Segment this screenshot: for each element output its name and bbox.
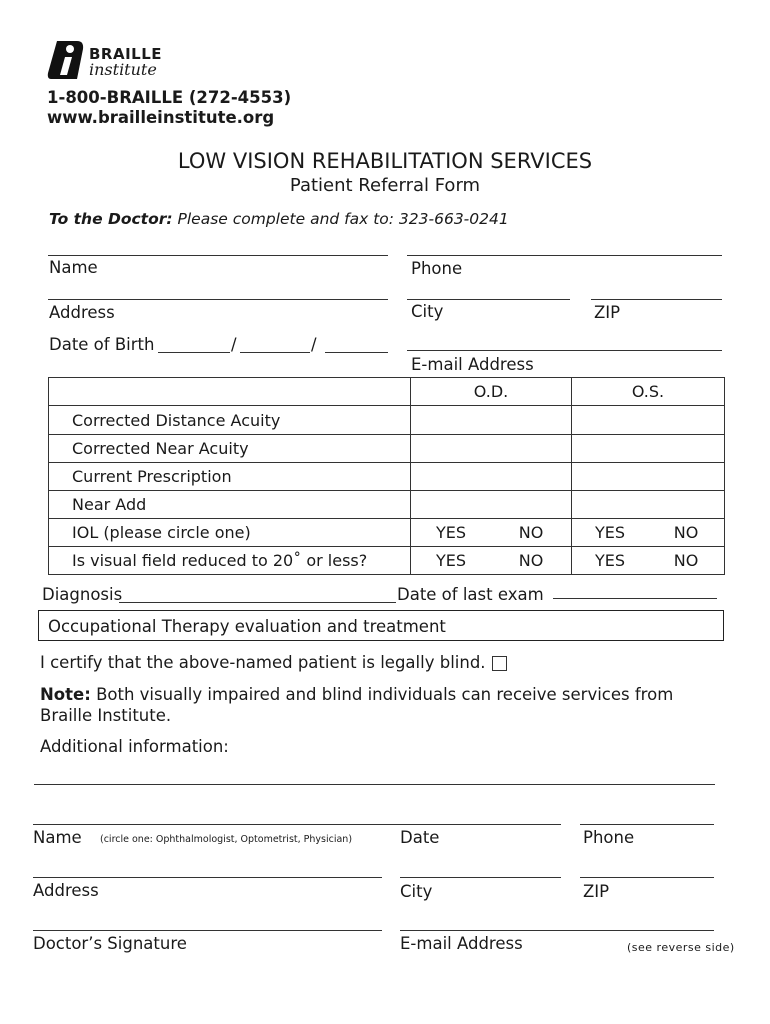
dob-slash-1: / [231, 335, 237, 354]
note-text-2: Braille Institute. [40, 706, 172, 725]
form-subtitle: Patient Referral Form [289, 175, 481, 196]
os-field-yes[interactable]: YES [572, 547, 649, 575]
os-prescription-cell[interactable] [572, 463, 725, 491]
braille-institute-logo [47, 39, 87, 81]
name-field[interactable] [48, 255, 388, 256]
instruction-lead: To the Doctor: [49, 210, 173, 228]
additional-label: Additional information: [40, 737, 229, 756]
last-exam-label: Date of last exam [397, 585, 544, 604]
dob-label: Date of Birth [49, 335, 155, 354]
doctor-email-label: E-mail Address [400, 934, 523, 953]
od-field-no[interactable]: NO [491, 547, 572, 575]
zip-field[interactable] [591, 299, 722, 300]
doctor-name-label: Name [33, 828, 82, 847]
certify-checkbox[interactable] [492, 656, 507, 671]
note-text-1: Both visually impaired and blind individuals can receive services from [96, 685, 674, 704]
instruction-text: Please complete and fax to: 323-663-0241 [177, 210, 509, 228]
os-iol-no[interactable]: NO [648, 519, 725, 547]
certify-statement [40, 653, 507, 672]
row-label: Corrected Near Acuity [49, 435, 411, 463]
ot-label: Occupational Therapy evaluation and treatment [48, 617, 446, 636]
eye-exam-table [48, 377, 725, 575]
doctor-email-field[interactable] [400, 930, 714, 931]
doctor-phone-field[interactable] [580, 824, 714, 825]
logo-word-braille: BRAILLE [89, 45, 163, 63]
zip-label: ZIP [594, 303, 621, 322]
od-iol-yes[interactable]: YES [411, 519, 492, 547]
doctor-date-label: Date [400, 828, 440, 847]
od-field-yes[interactable]: YES [411, 547, 492, 575]
ot-box[interactable] [38, 610, 724, 641]
dob-slash-2: / [311, 335, 317, 354]
doctor-name-field[interactable] [33, 824, 561, 825]
os-field-no[interactable]: NO [648, 547, 725, 575]
od-distance-acuity-cell[interactable] [411, 406, 572, 435]
os-header: O.S. [572, 378, 725, 406]
doctor-address-label: Address [33, 881, 99, 900]
os-iol-yes[interactable]: YES [572, 519, 649, 547]
phone-label: Phone [411, 259, 463, 278]
doctor-zip-label: ZIP [583, 882, 610, 901]
row-label: IOL (please circle one) [49, 519, 411, 547]
additional-field[interactable] [34, 784, 715, 785]
od-prescription-cell[interactable] [411, 463, 572, 491]
os-near-add-cell[interactable] [572, 491, 725, 519]
od-near-acuity-cell[interactable] [411, 435, 572, 463]
doctor-city-label: City [400, 882, 433, 901]
doctor-signature-label: Doctor’s Signature [33, 934, 187, 953]
doctor-type-note: (circle one: Ophthalmologist, Optometrist, Physician) [100, 834, 353, 845]
row-label: Current Prescription [49, 463, 411, 491]
dob-month-field[interactable] [158, 352, 230, 353]
doctor-address-field[interactable] [33, 877, 382, 878]
city-label: City [411, 302, 444, 321]
org-phone: 1-800-BRAILLE (272-4553) [47, 88, 292, 107]
os-near-acuity-cell[interactable] [572, 435, 725, 463]
address-label: Address [49, 303, 115, 322]
diagnosis-field[interactable] [119, 602, 396, 603]
name-label: Name [49, 258, 98, 277]
form-title: LOW VISION REHABILITATION SERVICES [177, 149, 593, 173]
address-field[interactable] [48, 299, 388, 300]
os-distance-acuity-cell[interactable] [572, 406, 725, 435]
dob-day-field[interactable] [240, 352, 310, 353]
doctor-zip-field[interactable] [580, 877, 714, 878]
email-field[interactable] [407, 350, 722, 351]
phone-field[interactable] [407, 255, 722, 256]
logo-word-institute: institute [89, 60, 157, 79]
od-near-add-cell[interactable] [411, 491, 572, 519]
doctor-city-field[interactable] [400, 877, 561, 878]
certify-text: I certify that the above-named patient is legally blind. [40, 653, 486, 672]
doctor-phone-label: Phone [583, 828, 635, 847]
row-label: Corrected Distance Acuity [49, 406, 411, 435]
email-label: E-mail Address [411, 355, 534, 374]
row-label: Is visual field reduced to 20˚ or less? [49, 547, 411, 575]
instruction [49, 210, 509, 228]
od-iol-no[interactable]: NO [491, 519, 572, 547]
last-exam-field[interactable] [553, 598, 717, 599]
doctor-signature-field[interactable] [33, 930, 382, 931]
city-field[interactable] [407, 299, 570, 300]
diagnosis-label: Diagnosis [42, 585, 123, 604]
od-header: O.D. [411, 378, 572, 406]
see-reverse-note: (see reverse side) [627, 941, 735, 954]
org-website[interactable]: www.brailleinstitute.org [47, 108, 275, 127]
note-line-1 [40, 685, 673, 704]
row-label: Near Add [49, 491, 411, 519]
dob-year-field[interactable] [325, 352, 388, 353]
note-lead: Note: [40, 685, 91, 704]
